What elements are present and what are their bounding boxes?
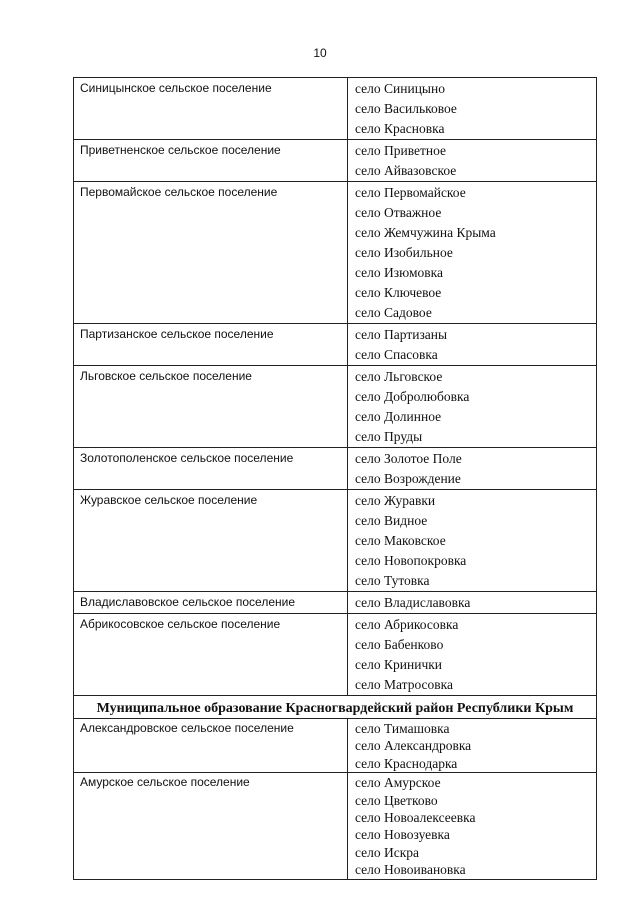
- village-name: село Партизаны: [355, 327, 448, 342]
- settlement-name: Партизанское сельское поселение: [74, 324, 348, 366]
- village-list: [348, 140, 597, 182]
- settlement-name: Золотополенское сельское поселение: [74, 448, 348, 490]
- village-name: село Александровка: [355, 738, 472, 754]
- village-name: село Красновка: [355, 121, 445, 136]
- village-list: [348, 182, 597, 324]
- village-name: село Новоивановка: [355, 862, 466, 878]
- village-name: село Добролюбовка: [355, 389, 470, 404]
- village-name: село Васильковое: [355, 101, 457, 116]
- village-list: [348, 719, 597, 773]
- village-name: село Приветное: [355, 143, 447, 158]
- village-name: село Возрождение: [355, 471, 461, 486]
- table-row: [74, 366, 597, 448]
- village-name: село Маковское: [355, 533, 446, 548]
- page-number: 10: [313, 46, 327, 60]
- village-list: [348, 366, 597, 448]
- settlement-name: Льговское сельское поселение: [74, 366, 348, 448]
- village-name: село Айвазовское: [355, 163, 457, 178]
- village-name: село Кринички: [355, 657, 443, 672]
- village-name: село Тимашовка: [355, 721, 450, 736]
- village-list: [348, 448, 597, 490]
- village-name: село Изобильное: [355, 245, 453, 260]
- settlement-name: Синицынское сельское поселение: [74, 78, 348, 140]
- village-list: [348, 78, 597, 140]
- village-name: село Пруды: [355, 429, 423, 444]
- table-row: [74, 182, 597, 324]
- village-name: село Видное: [355, 513, 428, 528]
- settlement-name: Первомайское сельское поселение: [74, 182, 348, 324]
- village-name: село Владиславовка: [355, 595, 471, 610]
- table-row: [74, 719, 597, 773]
- table-row: [74, 592, 597, 614]
- table-section-part1: [74, 78, 597, 696]
- village-name: село Амурское: [355, 775, 441, 791]
- village-name: село Садовое: [355, 305, 432, 320]
- section-heading: Муниципальное образование Красногвардейский район Республики Крым: [74, 696, 597, 719]
- village-name: село Искра: [355, 844, 420, 860]
- village-name: село Долинное: [355, 409, 442, 424]
- village-name: село Золотое Поле: [355, 451, 462, 466]
- village-name: село Отважное: [355, 205, 442, 220]
- section-heading-row: [74, 696, 597, 719]
- village-name: село Ключевое: [355, 285, 442, 300]
- village-list: [348, 324, 597, 366]
- village-name: село Новопокровка: [355, 553, 467, 568]
- settlement-name: Владиславовское сельское поселение: [74, 592, 348, 614]
- village-name: село Матросовка: [355, 677, 454, 692]
- village-name: село Первомайское: [355, 185, 466, 200]
- table-row: [74, 490, 597, 592]
- village-name: село Льговское: [355, 369, 443, 384]
- village-name: село Журавки: [355, 493, 436, 508]
- settlement-name: Амурское сельское поселение: [74, 773, 348, 879]
- village-name: село Изюмовка: [355, 265, 444, 280]
- village-name: село Новозуевка: [355, 827, 450, 843]
- table-row: [74, 614, 597, 696]
- village-name: село Бабенково: [355, 637, 444, 652]
- settlements-table: [73, 77, 597, 880]
- table-row: [74, 448, 597, 490]
- settlement-name: Приветненское сельское поселение: [74, 140, 348, 182]
- village-name: село Краснодарка: [355, 755, 458, 771]
- village-list: [348, 592, 597, 614]
- village-list: [348, 614, 597, 696]
- table-row: [74, 324, 597, 366]
- village-name: село Жемчужина Крыма: [355, 225, 496, 240]
- table-section-part2: [74, 719, 597, 880]
- village-name: село Тутовка: [355, 573, 430, 588]
- village-name: село Абрикосовка: [355, 617, 459, 632]
- village-list: [348, 490, 597, 592]
- settlement-name: Александровское сельское поселение: [74, 719, 348, 773]
- village-name: село Спасовка: [355, 347, 438, 362]
- table-row: [74, 140, 597, 182]
- village-name: село Новоалексеевка: [355, 810, 476, 826]
- village-name: село Цветково: [355, 792, 438, 808]
- table-row: [74, 773, 597, 879]
- table-row: [74, 78, 597, 140]
- village-name: село Синицыно: [355, 81, 445, 96]
- village-list: [348, 773, 597, 879]
- settlement-name: Абрикосовское сельское поселение: [74, 614, 348, 696]
- settlement-name: Журавское сельское поселение: [74, 490, 348, 592]
